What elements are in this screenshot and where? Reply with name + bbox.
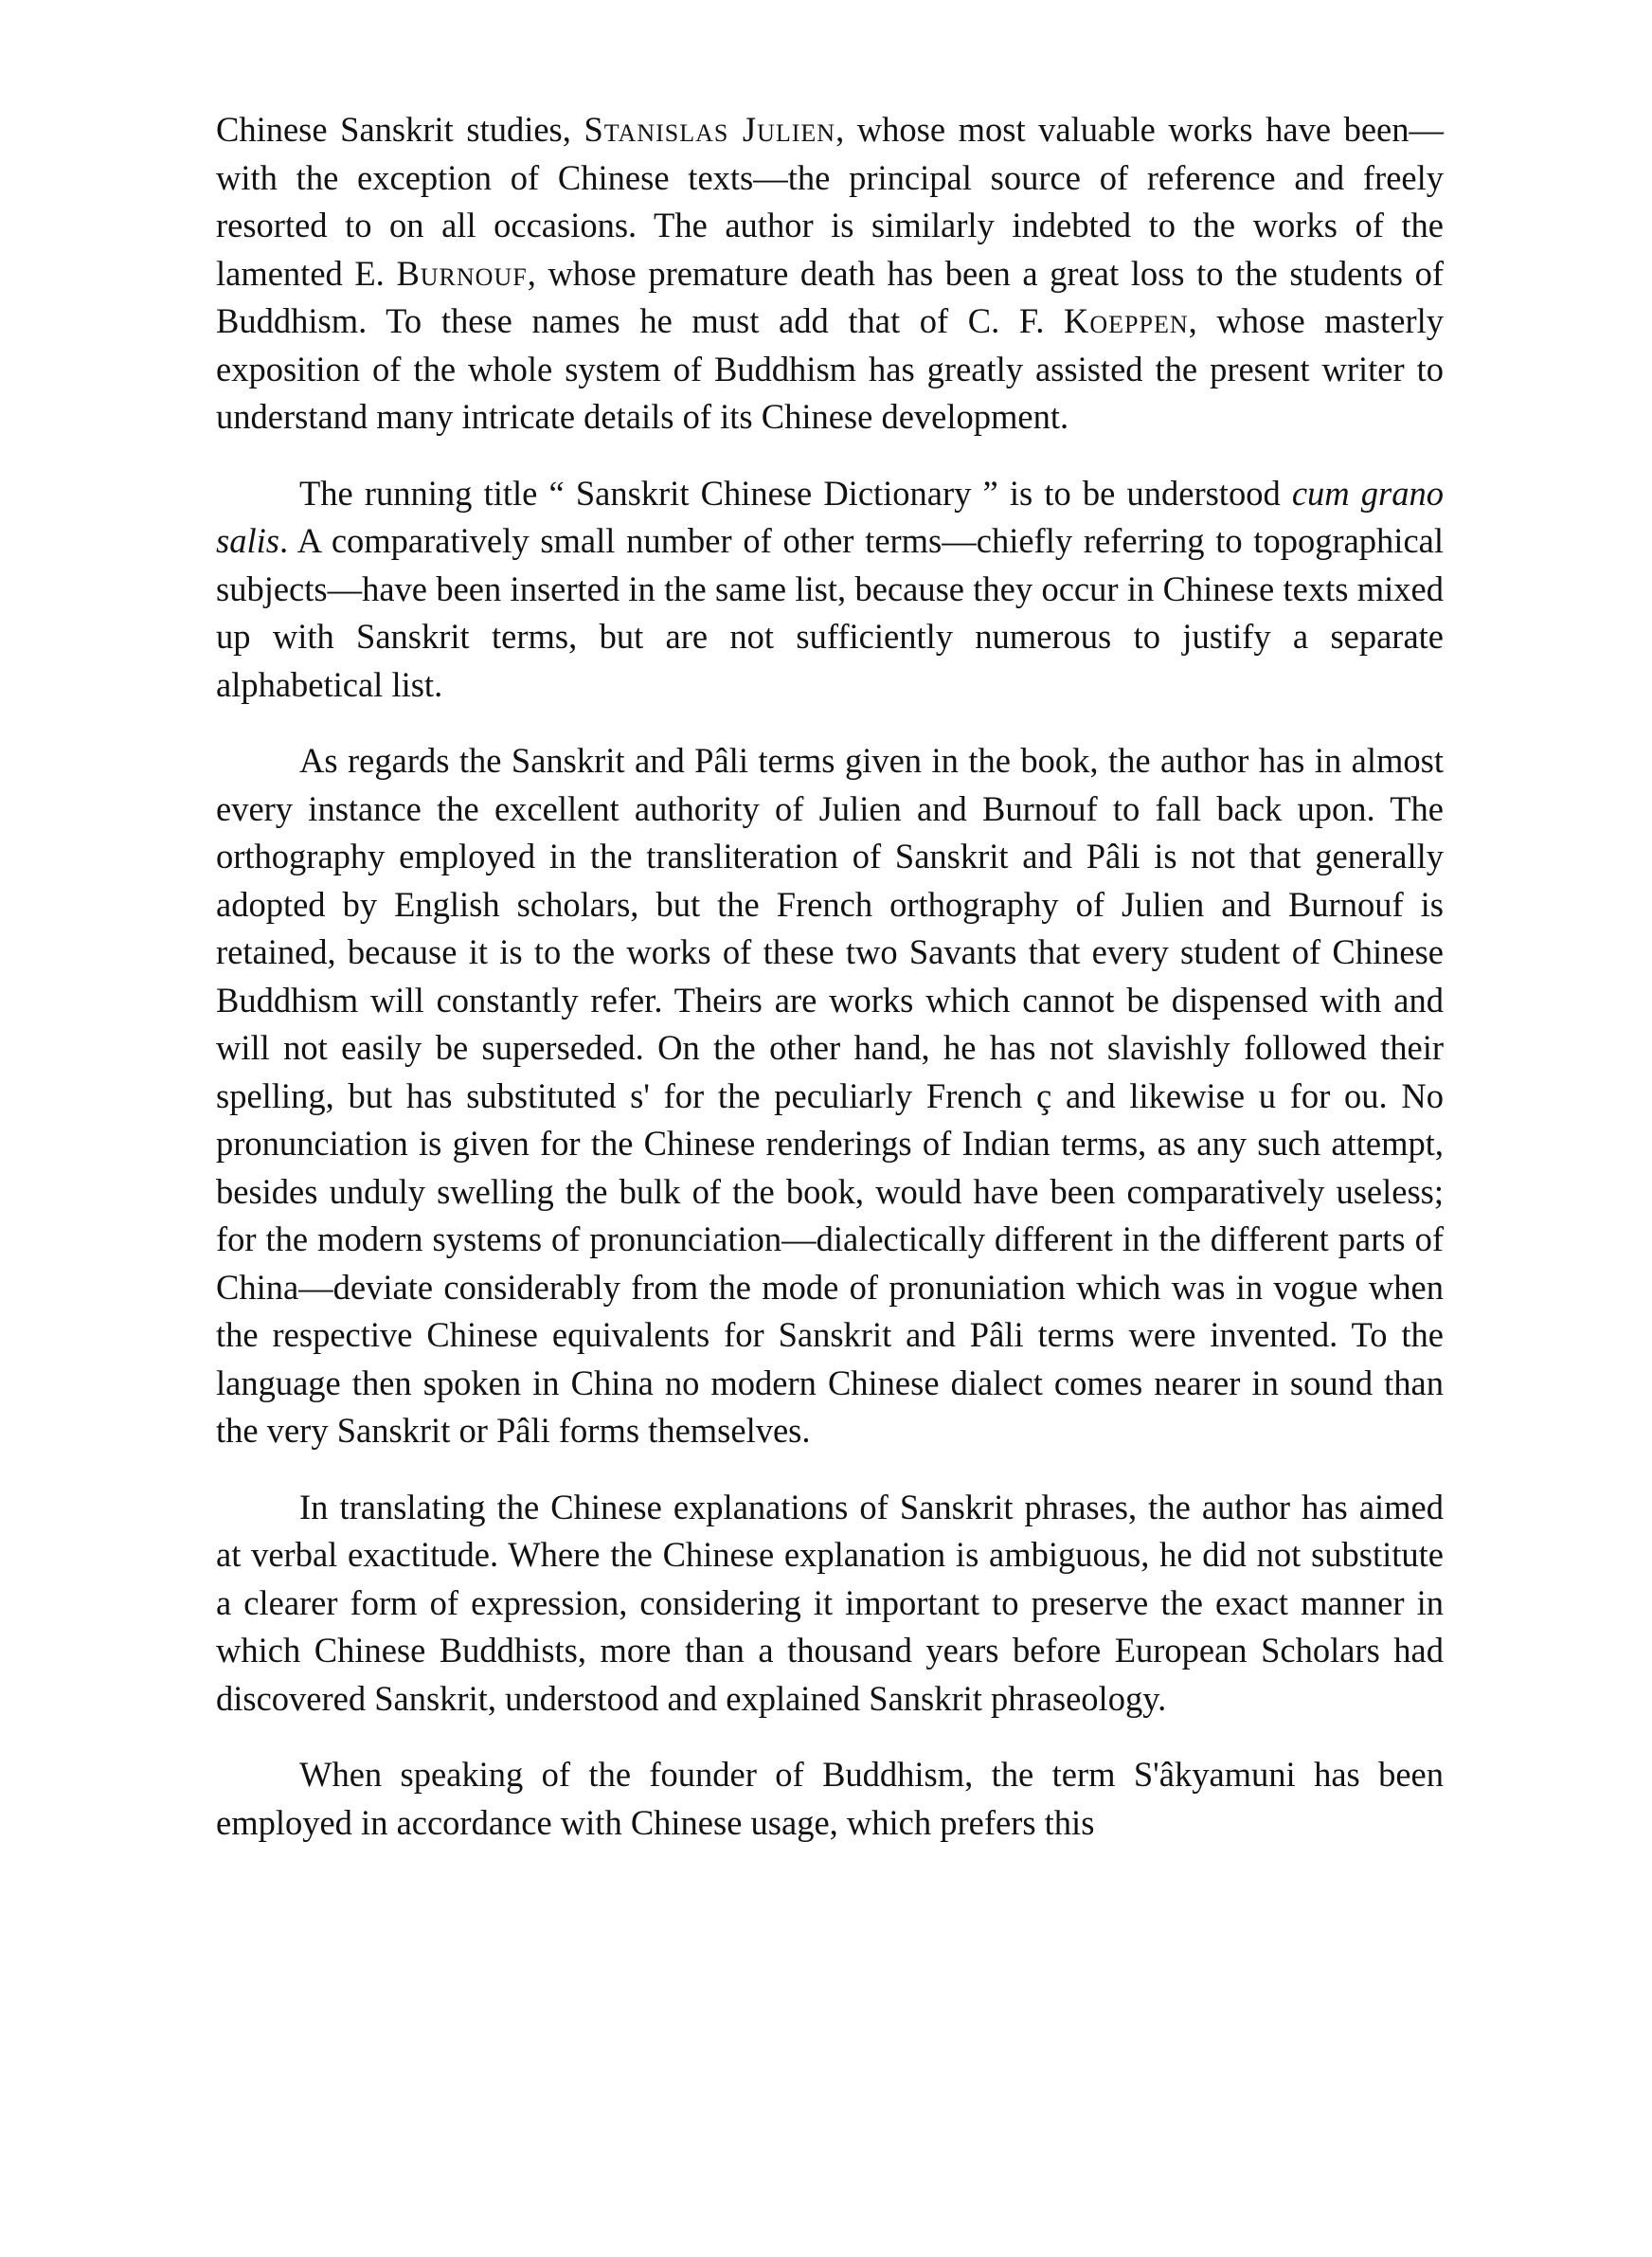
text-run: . A comparatively small number of other terms—chiefly referring to topographical subjects—have been inserted in the same list, because they occur in Chinese texts mixed up with Sanskrit terms, but are not sufficiently numerous to justify a separate alphabetical list. (216, 521, 1444, 704)
text-run: In translating the Chinese explanations of Sanskrit phrases, the author has aimed at verbal exactitude. Where the Chinese explanation is ambiguous, he did not substitute a clearer form of expression, considering it important to preserve the exact manner in which Chinese Buddhists, more than a thousand years before European Scholars had discovered Sanskrit, understood and explained Sanskrit phraseology. (216, 1487, 1444, 1718)
latin-phrase: cum grano salis (216, 473, 1444, 560)
author-name-koeppen: Koeppen (1064, 301, 1189, 340)
text-run: The running title “ Sanskrit Chinese Dictionary ” is to be understood (299, 473, 1292, 513)
text-run: Chinese Sanskrit studies, (216, 110, 584, 149)
author-name-julien: Stanislas Julien (584, 110, 836, 149)
paragraph-running-title (216, 470, 1444, 710)
author-name-burnouf: Burnouf (396, 253, 528, 293)
text-run: , whose premature death has been a great loss to the students of Buddhism. To these names he must add that of C. F. (216, 253, 1444, 340)
document-page (216, 106, 1444, 1875)
paragraph-translation (216, 1484, 1444, 1724)
text-run: When speaking of the founder of Buddhism, the term S'âkyamuni has been employed in accordance with Chinese usage, which prefers this (216, 1755, 1444, 1842)
paragraph-acknowledgements (216, 106, 1444, 442)
paragraph-sakyamuni (216, 1751, 1444, 1847)
paragraph-orthography (216, 737, 1444, 1455)
text-run: As regards the Sanskrit and Pâli terms given in the book, the author has in almost every instance the excellent authority of Julien and Burnouf to fall back upon. The orthography employed in the transliteration of Sanskrit and Pâli is not that generally adopted by English scholars, but the French orthography of Julien and Burnouf is retained, because it is to the works of these two Savants that every student of Chinese Buddhism will constantly refer. Theirs are works which cannot be dispensed with and will not easily be superseded. On the other hand, he has not slavishly followed their spelling, but has substituted s' for the peculiarly French ç and likewise u for ou. No pronunciation is given for the Chinese renderings of Indian terms, as any such attempt, besides unduly swelling the bulk of the book, would have been comparatively useless; for the modern systems of pronunciation—dialectically different in the different parts of China—deviate considerably from the mode of pronuniation which was in vogue when the respective Chinese equivalents for Sanskrit and Pâli terms were invented. To the language then spoken in China no modern Chinese dialect comes nearer in sound than the very Sanskrit or Pâli forms themselves. (216, 741, 1444, 1450)
text-run: , whose most valuable works have been—with the exception of Chinese texts—the principal source of reference and freely resorted to on all occasions. The author is similarly indebted to the works of the lamented E. (216, 110, 1445, 293)
text-run: , whose masterly exposition of the whole system of Buddhism has greatly assisted the present writer to understand many intricate details of its Chinese development. (216, 301, 1444, 436)
